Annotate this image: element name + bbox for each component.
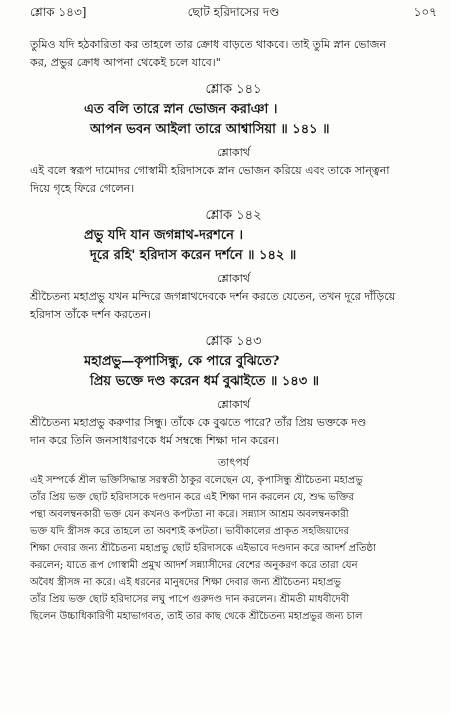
verse-line: প্রভু যদি যান জগন্নাথ-দরশনে । xyxy=(84,228,244,243)
page-content xyxy=(30,36,437,625)
translation-heading: শ্লোকার্থ xyxy=(217,398,250,411)
verse-line: দূরে রহি' হরিদাস করেন দর্শনে ॥ ১৪২ ॥ xyxy=(90,248,297,263)
purport-line: ভক্ত যদি স্ত্রীসঙ্গ করে তাহলে তা অবশ্যই কপটতা। ভাবীকালের প্রাকৃত সহজিয়াদের xyxy=(30,526,350,537)
intro-line: তুমিও যদি হঠকারিতা কর তাহলে তার ক্রোধ বাড়তে থাকবে। তাই তুমি স্নান ভোজন xyxy=(30,38,387,51)
verse-line: এত বলি তারে স্নান ভোজন করাঞা । xyxy=(84,102,278,117)
translation-line: শ্রীচৈতন্য মহাপ্রভু যখন মন্দিরে জগন্নাথদেবকে দর্শন করতে যেতেন, তখন দূরে দাঁড়িয়ে xyxy=(30,290,396,303)
purport-body xyxy=(30,472,437,625)
verse-line: মহাপ্রভু—কৃপাসিন্ধু, কে পারে বুঝিতে? xyxy=(84,354,280,369)
header-verse-ref: শ্লোক ১৪৩] xyxy=(30,5,87,19)
purport-line: করলেন; যাতে রূপ গোস্বামী প্রমুখ আদর্শ সন্ন্যাসীদের বেশের অনুকরণ করে তারা যেন xyxy=(30,560,358,571)
purport-heading: তাৎপর্য xyxy=(217,456,250,469)
verse-number-143: শ্লোক ১৪৩ xyxy=(205,334,262,349)
translation-line: শ্রীচৈতন্য মহাপ্রভু করুণার সিন্ধু। তাঁকে কে বুঝতে পারে? তাঁর প্রিয় ভক্তকে দণ্ড xyxy=(30,416,367,429)
running-header xyxy=(30,4,437,24)
translation-heading: শ্লোকার্থ xyxy=(217,146,250,159)
purport-line: পন্থা অবলম্বনকারী ভক্ত যেন কখনও কপটতা না করে। সন্ন্যাস আশ্রম অবলম্বনকারী xyxy=(30,509,349,520)
purport-line: শিক্ষা দেবার জন্য শ্রীচৈতন্য মহাপ্রভু ছোট হরিদাসকে এইভাবে দণ্ডদান করে আদর্শ প্রতিষ্ঠা xyxy=(30,543,376,554)
translation-line: এই বলে স্বরূপ দামোদর গোস্বামী হরিদাসকে স্নান ভোজন করিয়ে এবং তাকে সান্ত্বনা xyxy=(30,164,390,177)
purport-line: ছিলেন উচ্চাধিকারিণী মহাভাগবত, তাই তার কাছ থেকে শ্রীচৈতন্য মহাপ্রভুর জন্য চাল xyxy=(30,611,363,622)
translation-line: হরিদাস তাঁকে দর্শন করতেন। xyxy=(30,308,152,321)
verse-number-142: শ্লোক ১৪২ xyxy=(205,208,262,223)
translation-line: দান করে তিনি জনসাধারণকে ধর্ম সম্বন্ধে শিক্ষা দান করেন। xyxy=(30,434,279,447)
header-chapter-title: ছোট হরিদাসের দণ্ড xyxy=(187,5,280,19)
purport-line: তাঁর প্রিয় ভক্ত ছোট হরিদাসের লঘু পাপে গুরুদণ্ড দান করলেন। শ্রীমতী মাধবীদেবী xyxy=(30,594,350,605)
verse-number-141: শ্লোক ১৪১ xyxy=(205,82,262,97)
purport-line: তাঁর প্রিয় ভক্ত ছোট হরিদাসকে দণ্ডদান করে এই শিক্ষা দান করলেন যে, শুদ্ধ ভক্তির xyxy=(30,492,354,503)
page-number: ১০৭ xyxy=(413,5,437,19)
purport-line: এই সম্পর্কে শ্রীল ভক্তিসিদ্ধান্ত সরস্বতী ঠাকুর বলেছেন যে, কৃপাসিন্ধু শ্রীচৈতন্য মহাপ্রভু xyxy=(30,475,363,486)
translation-heading: শ্লোকার্থ xyxy=(217,272,250,285)
verse-line: প্রিয় ভক্তে দণ্ড করেন ধর্ম বুঝাইতে ॥ ১৪৩ ॥ xyxy=(90,374,320,389)
verse-line: আপন ভবন আইলা তারে আশ্বাসিয়া ॥ ১৪১ ॥ xyxy=(90,122,330,137)
translation-line: দিয়ে গৃহে ফিরে গেলেন। xyxy=(30,182,135,195)
intro-line: কর, প্রভুর ক্রোধ আপনা থেকেই চলে যাবে।" xyxy=(30,56,221,69)
purport-line: অবৈধ স্ত্রীসঙ্গ না করে। এই ধরনের মানুষদের শিক্ষা দেবার জন্য শ্রীচৈতন্য মহাপ্রভু xyxy=(30,577,341,588)
